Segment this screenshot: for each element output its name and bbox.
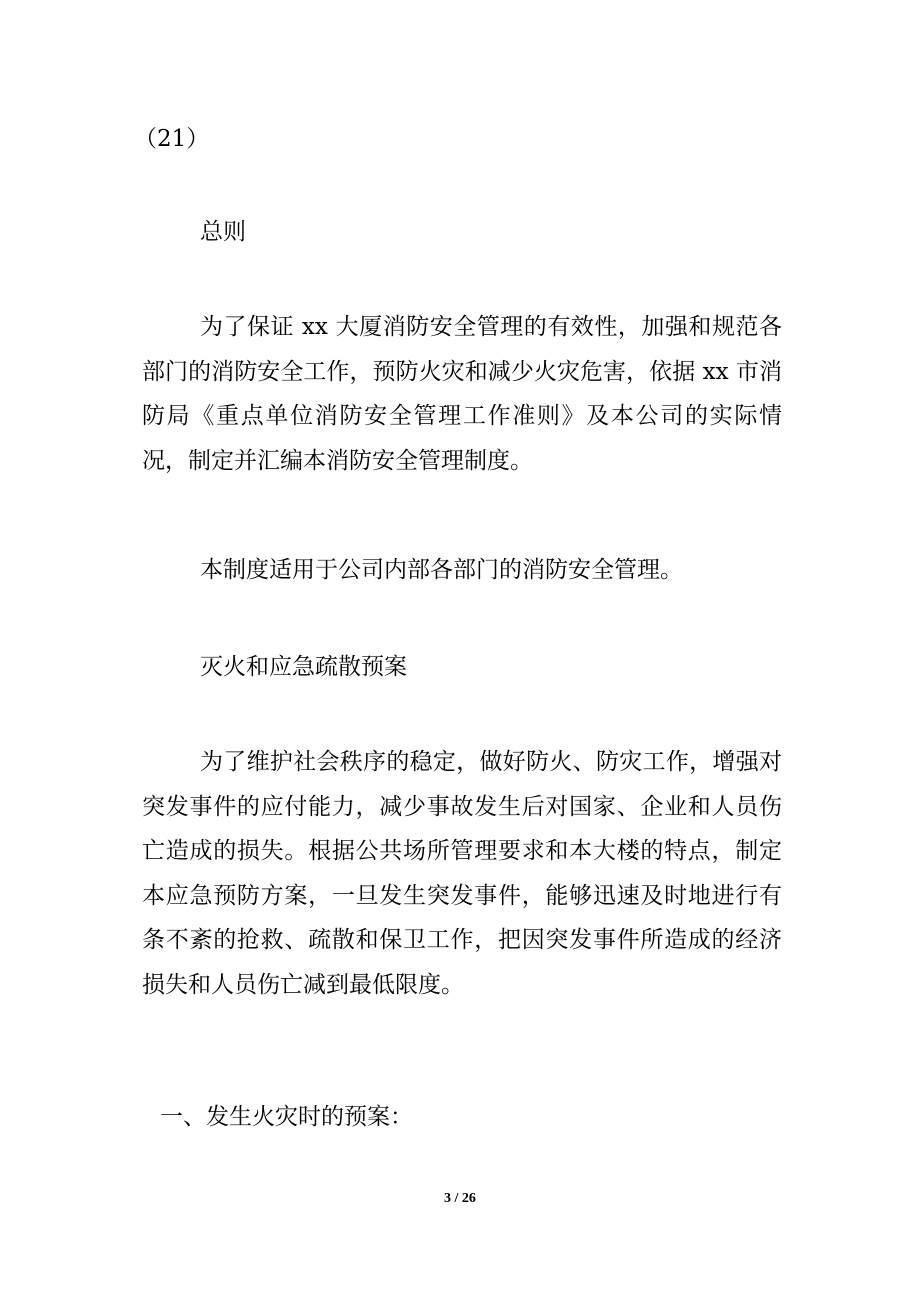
paragraph-scope: 本制度适用于公司内部各部门的消防安全管理。 [200,557,683,583]
section-fire-plan: 一、发生火灾时的预案： [160,1104,413,1130]
page-number: 3 / 26 [444,1191,476,1206]
paragraph-plan-purpose: 为了维护社会秩序的稳定，做好防火、防灾工作，增强对突发事件的应付能力，减少事故发生后对国家、企业和人员伤亡造成的损失。根据公共场所管理要求和本大楼的特点，制定本应急预防方案，一旦发生突发事件，能够迅速及时地进行有条不紊的抢救、疏散和保卫工作，把因突发事件所造成的经济损失和人员伤亡减到最低限度。 [142,749,782,998]
heading-general: 总则 [200,219,246,245]
section-number: （21） [134,126,210,152]
heading-emergency-plan: 灭火和应急疏散预案 [200,654,407,680]
paragraph-purpose: 为了保证 xx 大厦消防安全管理的有效性，加强和规范各部门的消防安全工作，预防火灾和减少火灾危害，依据 xx 市消防局《重点单位消防安全管理工作准则》及本公司的实际情况，制定并汇编本消防安全管理制度。 [142,314,782,474]
